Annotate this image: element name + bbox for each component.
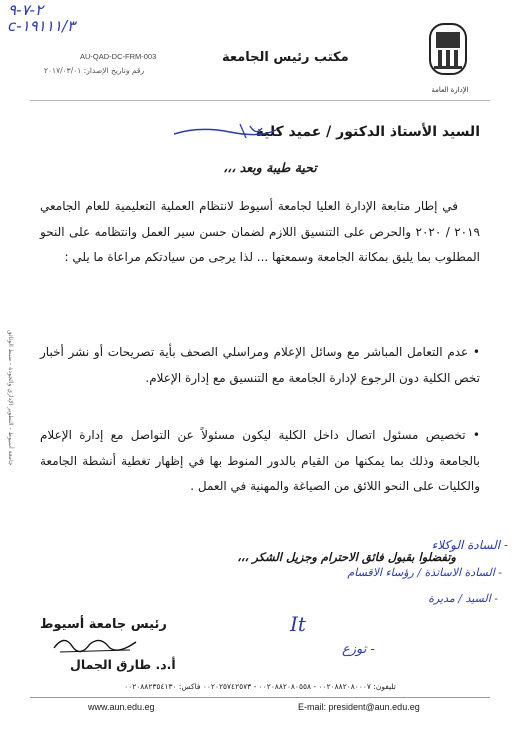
footer-divider	[30, 697, 490, 698]
handwritten-note-5: - توزع	[342, 642, 375, 657]
form-issue-date: رقم وتاريخ الإصدار: ٢٠١٧/٠٣/٠١	[44, 66, 145, 75]
greeting: تحية طيبة وبعد ،،،	[223, 160, 317, 175]
handwritten-note-2: - السادة الاساتذة / رؤساء الاقسام	[347, 566, 502, 579]
handwritten-reference-line2: c-١٩١١١/٣	[8, 17, 76, 35]
contact-numbers: تليفون: ٠٠٢٠٨٨٢٠٨٠٠٠٧ - ٠٠٢٠٨٨٢٠٨٠٥٥٨ - ٠٠٢٠٢٥٧٤٢٥٧٣ فاكس: ٠٠٢٠٨٨٢٣٥٤١٣٠	[124, 682, 396, 691]
handwritten-note-4: It	[290, 612, 306, 636]
website-link[interactable]: www.aun.edu.eg	[88, 702, 155, 712]
logo-caption: الإدارة العامة	[431, 86, 469, 94]
margin-note	[4, 330, 16, 630]
signatory-title: رئيس جامعة أسيوط	[40, 617, 167, 632]
addressee: السيد الأستاذ الدكتور / عميد كلية	[255, 124, 480, 140]
body-paragraph: في إطار متابعة الإدارة العليا لجامعة أسيوط لانتظام العملية التعليمية للعام الجامعي ٢٠١٩ / ٢٠٢٠ والحرص على التنسيق اللازم لضمان حسن سير العمل وانتظامه على النحو المطلوب بما يليق بمكانة الجامعة وسمعتها ... لذا يرجى من سيادتكم مراعاة ما يلي :	[40, 199, 480, 264]
email-link[interactable]: E-mail: president@aun.edu.eg	[298, 702, 420, 712]
office-title: مكتب رئيس الجامعة	[222, 50, 349, 65]
university-logo-icon	[424, 22, 472, 84]
instruction-bullet-1: • عدم التعامل المباشر مع وسائل الإعلام ومراسلي الصحف بأية تصريحات أو نشر أخبار تخص الكلية دون الرجوع لإدارة الجامعة مع التنسيق مع إدارة الإعلام.	[40, 345, 480, 385]
signatory-name: أ.د. طارق الجمال	[70, 657, 176, 672]
handwritten-addressee-scribble	[170, 120, 280, 142]
handwritten-reference	[8, 2, 75, 34]
closing-line: وتفضلوا بقبول فائق الاحترام وجزيل الشكر ،،،	[237, 550, 456, 564]
handwritten-note-3: - السيد / مديرة	[428, 592, 498, 605]
instruction-bullet-2: • تخصيص مسئول اتصال داخل الكلية ليكون مسئولاً عن التواصل مع إدارة الإعلام بالجامعة وذلك بما يمكنها من القيام بالدور المنوط بها في إظهار تغطية أنشطة الجامعة والكليات على النحو اللائق من الصياغة والمهنية في العمل .	[40, 428, 480, 493]
handwritten-note-1: - السادة الوكلاء	[431, 538, 508, 552]
form-code: AU-QAD-DC-FRM-003	[80, 52, 157, 61]
signature-scrawl	[50, 632, 140, 654]
handwritten-reference-line1: ٢-٧-٩	[8, 1, 44, 19]
header-divider	[30, 100, 490, 101]
margin-note-text: جامعة أسيوط - التطوير الإداري والجودة - ضبط الوثائق	[7, 330, 14, 466]
